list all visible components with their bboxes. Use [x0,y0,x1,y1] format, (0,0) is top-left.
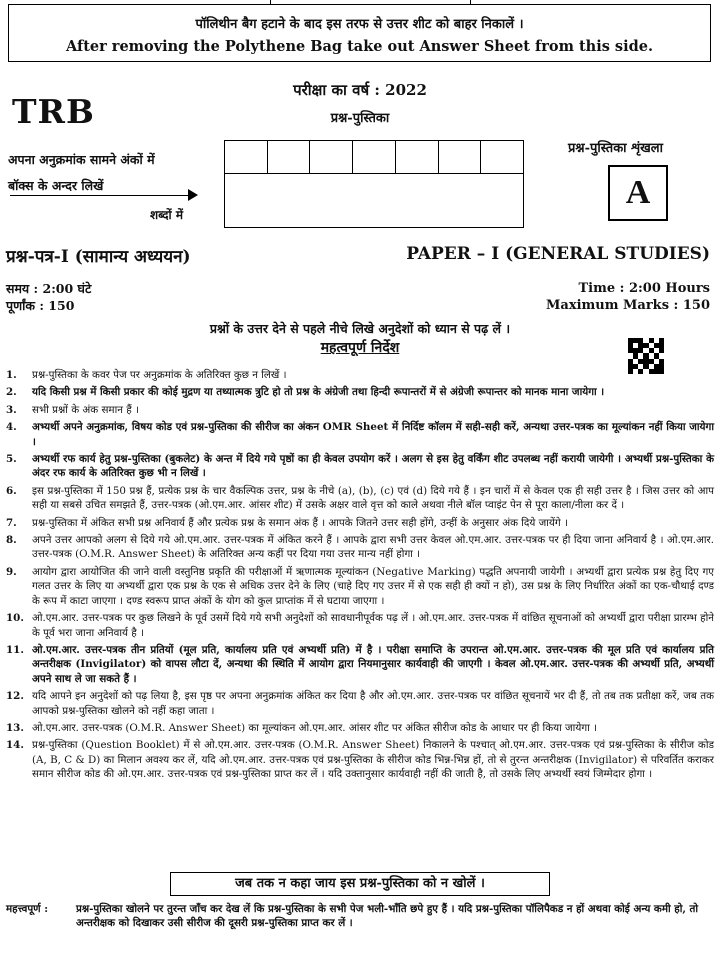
roll-arrow-head-icon [188,189,198,201]
instruction-item [6,452,714,481]
exam-year: परीक्षा का वर्ष : 2022 [293,81,427,99]
roll-digit-cell[interactable] [268,141,311,173]
instruction-item [6,385,714,399]
roll-digit-cell[interactable] [225,141,268,173]
roll-digit-cells [225,141,523,174]
instruction-item [6,484,714,513]
instruction-item [6,403,714,417]
instruction-item [6,689,714,718]
final-note-label: महत्त्वपूर्ण : [6,903,49,915]
instruction-number: 12. [6,690,24,703]
time-english: Time : 2:00 Hours [578,281,710,296]
instruction-number: 5. [6,453,17,466]
instruction-item [6,643,714,686]
instruction-text: अभ्यर्थी अपने अनुक्रमांक, विषय कोड एवं प्रश्न-पुस्तिका की सीरीज का अंकन OMR Sheet में निर्दिष्ट कॉलम में सही-सही करें, अन्यथा उत्तर-पत्रक का मूल्यांकन नहीं किया जायेगा । [32,421,714,448]
instruction-item [6,565,714,608]
read-instructions-note: प्रश्नों के उत्तर देने से पहले नीचे लिखे अनुदेशों को ध्यान से पढ़ लें । [209,321,511,336]
roll-digit-cell[interactable] [310,141,353,173]
instruction-item [6,721,714,735]
instruction-number: 4. [6,421,17,434]
series-label: प्रश्न-पुस्तिका शृंखला [568,141,663,156]
time-marks-english [546,280,710,314]
instruction-text: प्रश्न-पुस्तिका (Question Booklet) में से ओ.एम.आर. उत्तर-पत्रक (O.M.R. Answer Sheet) निकालने के पश्चात् ओ.एम.आर. उत्तर-पत्रक एवं प्रश्न-पुस्तिका के सीरीज कोड (A, B, C & D) का मिलान अवश्य कर लें, यदि ओ.एम.आर. उत्तर-पत्रक एवं प्रश्न-पुस्तिका के सीरीज कोड भिन्न-भिन्न हों, तो से तुरन्त अन्तरीक्षक (Invigilator) से परिवर्तित कराकर समान सीरीज कोड की ओ.एम.आर. उत्तर-पत्रक एवं प्रश्न-पुस्तिका प्राप्त कर लें । यदि उक्तानुसार कार्यवाही नहीं की जाती है, तो उसके लिए अभ्यर्थी स्वयं जिम्मेदार होगा । [32,739,714,781]
instruction-item [6,533,714,562]
roll-digit-cell[interactable] [481,141,523,173]
polythene-notice-box [8,4,711,62]
instruction-item [6,368,714,382]
words-label: शब्दों में [150,208,183,222]
booklet-title: प्रश्न-पुस्तिका [330,111,390,126]
time-marks-hindi [6,280,91,314]
do-not-open-box: जब तक न कहा जाय इस प्रश्न-पुस्तिका को न खोलें । [170,872,550,896]
instruction-item [6,738,714,781]
instruction-text: प्रश्न-पुस्तिका में अंकित सभी प्रश्न अनिवार्य हैं और प्रत्येक प्रश्न के समान अंक हैं । आपके जितने उत्तर सही होंगे, उन्हीं के अनुसार अंक दिये जायेंगे । [32,516,568,529]
roll-arrow-line [10,195,190,196]
instruction-item [6,516,714,530]
instruction-number: 8. [6,534,17,547]
final-important-note [6,902,714,931]
instruction-number: 11. [6,643,24,656]
roll-number-grid[interactable] [224,140,524,228]
instruction-number: 13. [6,721,24,734]
trb-heading: TRB [12,92,95,131]
notice-hindi: पॉलिथीन बैग हटाने के बाद इस तरफ से उत्तर शीट को बाहर निकालें । [195,17,524,32]
roll-words-field[interactable] [225,174,523,226]
paper-title-english: PAPER – I (GENERAL STUDIES) [406,244,710,264]
instruction-text: आयोग द्वारा आयोजित की जाने वाली वस्तुनिष्ठ प्रकृति की परीक्षाओं में ऋणात्मक मूल्यांकन (Negative Marking) पद्धति अपनायी जायेगी । अभ्यर्थी द्वारा प्रत्येक प्रश्न हेतु दिए गए गलत उत्तर के लिए या अभ्यर्थी द्वारा एक प्रश्न के एक से अधिक उत्तर देने के लिए (चाहे दिए गए उत्तर में से एक सही ही क्यों न हो), उस प्रश्न के लिए निर्धारित अंकों का एक-चौथाई दण्ड के रूप में काटा जाएगा । दण्ड स्वरूप प्राप्त अंकों के योग को कुल प्राप्तांक में से घटाया जाएगा । [32,565,714,607]
instruction-number: 7. [6,516,17,529]
instructions-list [6,368,714,785]
instruction-text: ओ.एम.आर. उत्तर-पत्रक तीन प्रतियों (मूल प्रति, कार्यालय प्रति एवं अभ्यर्थी प्रति) में है । परीक्षा समाप्ति के उपरान्त ओ.एम.आर. उत्तर-पत्रक की मूल प्रति एवं कार्यालय प्रति अन्तरीक्षक (Invigilator) को वापस लौटा दें, अन्यथा की स्थिति में आयोग द्वारा नियमानुसार कार्यवाही की जाएगी । केवल ओ.एम.आर. उत्तर-पत्रक की अभ्यर्थी प्रति, अभ्यर्थी अपने साथ ले जा सकते हैं । [32,643,714,685]
instruction-item [6,420,714,449]
instruction-item [6,611,714,640]
important-instructions-title: महत्वपूर्ण निर्देश [320,340,400,356]
roll-label-line1: अपना अनुक्रमांक सामने अंकों में [8,152,155,167]
instruction-number: 9. [6,565,17,578]
instruction-number: 14. [6,739,24,752]
instruction-number: 2. [6,386,17,399]
notice-english: After removing the Polythene Bag take out Answer Sheet from this side. [65,38,654,55]
instruction-text: सभी प्रश्नों के अंक समान हैं । [32,403,139,416]
instruction-text: प्रश्न-पुस्तिका के कवर पेज पर अनुक्रमांक के अतिरिक्त कुछ न लिखें । [32,369,287,381]
instruction-number: 10. [6,612,24,625]
instruction-number: 1. [6,369,17,381]
instruction-text: अपने उत्तर आपको अलग से दिये गये ओ.एम.आर. उत्तर-पत्रक में अंकित करने हैं । आपके द्वारा सभी उत्तर केवल ओ.एम.आर. उत्तर-पत्रक पर ही दिया जाना अनिवार्य है । ओ.एम.आर. उत्तर-पत्रक (O.M.R. Answer Sheet) के अतिरिक्त अन्य कहीं पर दिया गया उत्तर मान्य नहीं होगा । [32,534,714,561]
marks-hindi: पूर्णांक : 150 [6,298,75,313]
marks-english: Maximum Marks : 150 [546,298,710,313]
time-hindi: समय : 2:00 घंटे [6,281,92,296]
series-code-box: A [608,165,668,221]
roll-number-label [8,147,155,199]
instruction-text: ओ.एम.आर. उत्तर-पत्रक पर कुछ लिखने के पूर्व उसमें दिये गये सभी अनुदेशों को सावधानीपूर्वक पढ़ लें । ओ.एम.आर. उत्तर-पत्रक में वांछित सूचनाओं को अभ्यर्थी द्वारा परीक्षा प्रारम्भ होने के पूर्व भरा जाना अनिवार्य है । [32,612,714,639]
roll-digit-cell[interactable] [353,141,396,173]
instruction-text: यदि आपने इन अनुदेशों को पढ़ लिया है, इस पृष्ठ पर अपना अनुक्रमांक अंकित कर दिया है और ओ.एम.आर. उत्तर-पत्रक पर वांछित सूचनायें भर दी हैं, तो तब तक प्रतीक्षा करें, जब तक आपको प्रश्न-पुस्तिका खोलने को नहीं कहा जाता । [32,690,714,717]
instruction-text: यदि किसी प्रश्न में किसी प्रकार की कोई मुद्रण या तथ्यात्मक त्रुटि हो तो प्रश्न के अंग्रेजी तथा हिन्दी रूपान्तरों में से अंग्रेजी रूपान्तर को मानक माना जायेगा । [32,386,605,399]
roll-label-line2: बॉक्स के अन्दर लिखें [8,178,104,193]
paper-title-hindi: प्रश्न-पत्र-I (सामान्य अध्ययन) [6,247,191,267]
instruction-number: 3. [6,403,17,416]
instruction-number: 6. [6,484,17,497]
roll-digit-cell[interactable] [439,141,482,173]
final-note-text: प्रश्न-पुस्तिका खोलने पर तुरन्त जाँच कर देख लें कि प्रश्न-पुस्तिका के सभी पेज भली-भाँति छपे हुए हैं । यदि प्रश्न-पुस्तिका पॉलिपैकड न हों अथवा कोई अन्य कमी हो, तो अन्तरीक्षक को दिखाकर उसी सीरीज की दूसरी प्रश्न-पुस्तिका प्राप्त कर लें । [76,903,699,930]
instruction-text: अभ्यर्थी रफ कार्य हेतु प्रश्न-पुस्तिका (बुकलेट) के अन्त में दिये गये पृष्ठों का ही केवल उपयोग करें । अलग से इस हेतु वर्किंग शीट उपलब्ध नहीं करायी जायेगी । अभ्यर्थी प्रश्न-पुस्तिका के अंदर रफ कार्य के अतिरिक्त कुछ भी न लिखें । [32,453,714,480]
instruction-text: ओ.एम.आर. उत्तर-पत्रक (O.M.R. Answer Sheet) का मूल्यांकन ओ.एम.आर. आंसर शीट पर अंकित सीरीज कोड के आधार पर ही किया जायेगा । [32,721,597,734]
roll-digit-cell[interactable] [396,141,439,173]
instruction-text: इस प्रश्न-पुस्तिका में 150 प्रश्न हैं, प्रत्येक प्रश्न के चार वैकल्पिक उत्तर, प्रश्न के नीचे (a), (b), (c) एवं (d) दिये गये हैं । इन चारों में से केवल एक ही सही उत्तर है । जिस उत्तर को आप सही या सबसे उचित समझते हैं, उत्तर-पत्रक (ओ.एम.आर. आंसर शीट) में उसके अक्षर वाले वृत्त को काले अथवा नीले बॉल प्वाइंट पेन से पूरा काला/नीला कर दें । [32,484,714,512]
